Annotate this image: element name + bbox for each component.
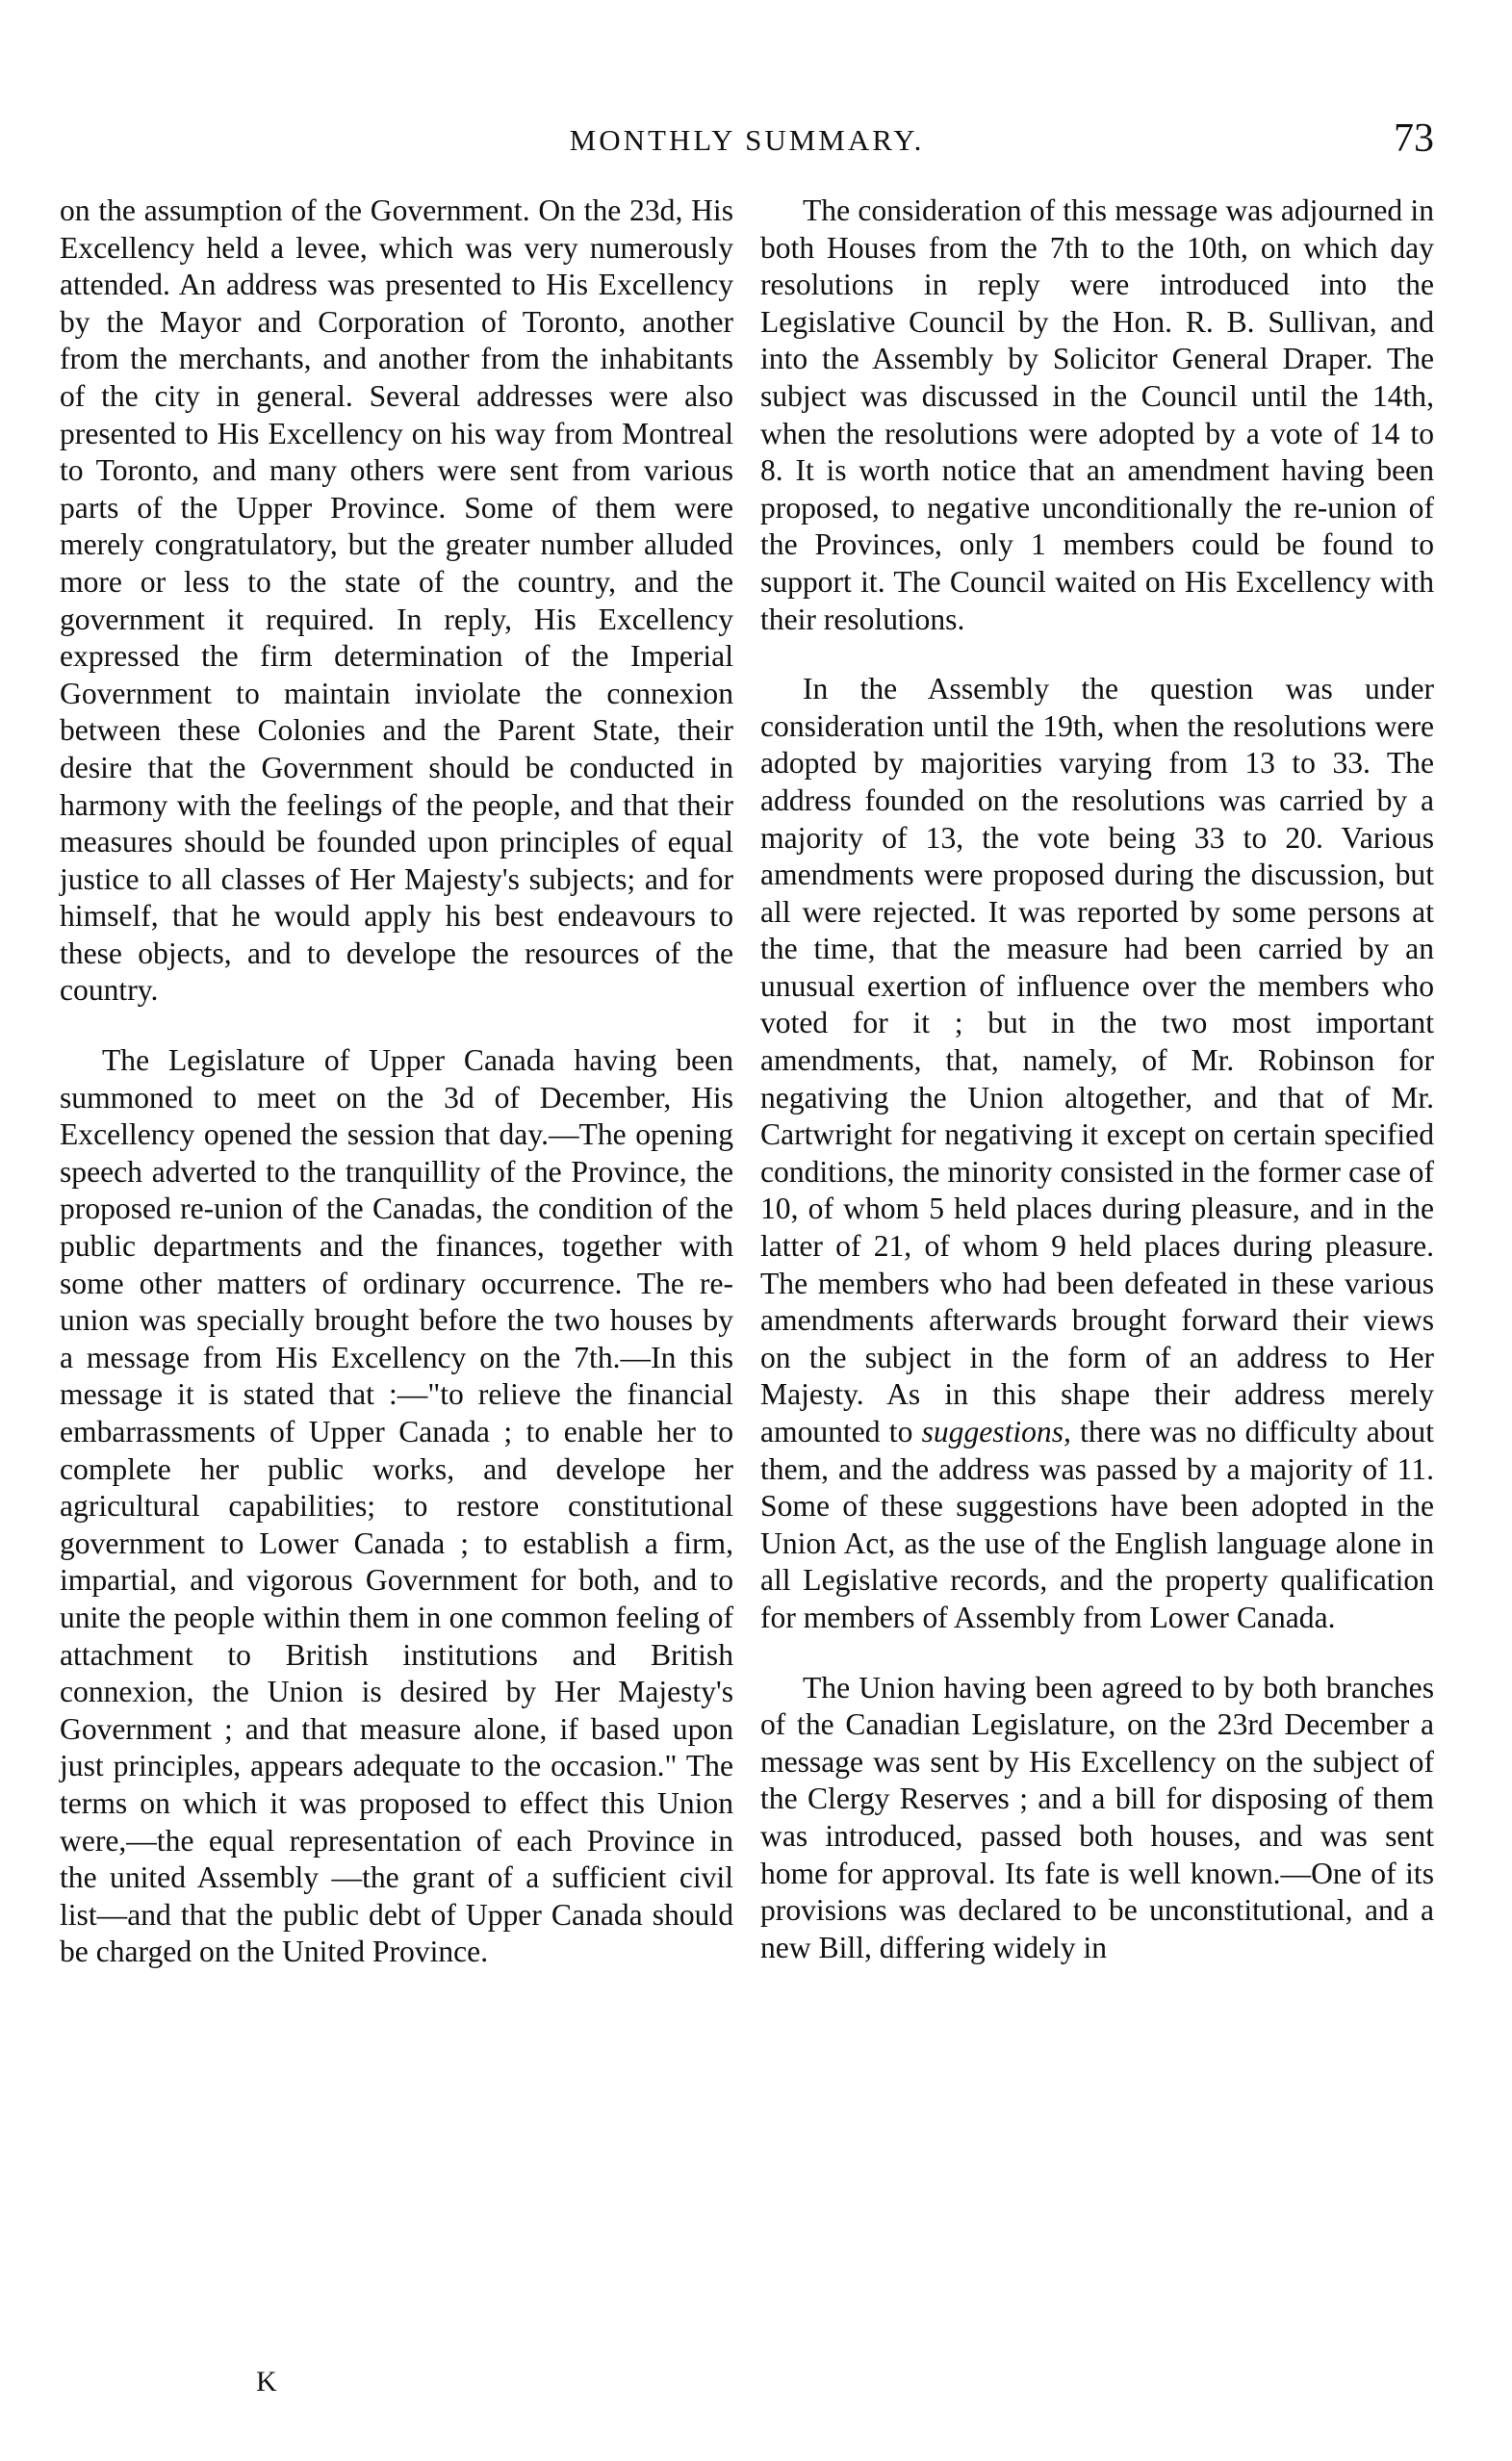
paragraph-legislature: The Legislature of Upper Canada having been summoned to meet on the 3d of December, His Excellency opened the session that day.—The opening speech adverted to the tranquillity of the Province, the proposed re-union of the Canadas, the condition of the public departments and the finances, together with some other matters of ordinary occurrence. The re-union was specially brought before the two houses by a message from His Excellency on the 7th.—In this message it is stated that :—"to relieve the financial embarrassments of Upper Canada ; to enable her to complete her public works, and develope her agricultural capabilities; to restore constitutional government to Lower Canada ; to establish a firm, impartial, and vigorous Government for both, and to unite the people within them in one common feeling of attachment to British institutions and British connexion, the Union is desired by Her Majesty's Government ; and that measure alone, if based upon just principles, appears adequate to the occasion." The terms on which it was proposed to effect this Union were,—the equal representation of each Province in the united Assembly —the grant of a sufficient civil list—and that the public debt of Upper Canada should be charged on the United Province. <box>60 1043 733 1969</box>
page-number: 73 <box>1394 116 1434 161</box>
left-column <box>60 192 733 1971</box>
assembly-text-b: there was no difficulty about them, and the address was passed by a majority of 11. Some of these suggestions have been adopted in the Union Act, as the use of the English language alone in all Legislative records, and the property qualification for members of Assembly from Lower Canada. <box>760 1415 1434 1634</box>
paragraph-consideration: The consideration of this message was adjourned in both Houses from the 7th to the 10th, on which day resolutions in reply were introduced into the Legislative Council by the Hon. R. B. Sullivan, and into the Assembly by Solicitor General Draper. The subject was discussed in the Council until the 14th, when the resolutions were adopted by a vote of 14 to 8. It is worth notice that an amendment having been proposed, to negative unconditionally the re-union of the Provinces, only 1 members could be found to support it. The Council waited on His Excellency with their resolutions. <box>760 193 1434 636</box>
paragraph-assembly <box>760 671 1434 1636</box>
signature-mark: K <box>256 2366 277 2397</box>
running-head <box>60 115 1434 173</box>
assembly-italic-word: suggestions, <box>921 1415 1071 1448</box>
right-column <box>760 192 1434 1966</box>
running-title: MONTHLY SUMMARY. <box>569 123 925 157</box>
assembly-text-a: In the Assembly the question was under consideration until the 19th, when the resolutions were adopted by majorities varying from 13 to 33. The address founded on the resolutions was carried by a majority of 13, the vote being 33 to 20. Various amendments were proposed during the discussion, but all were rejected. It was reported by some persons at the time, that the measure had been carried by an unusual exertion of influence over the members who voted for it ; but in the two most important amendments, that, namely, of Mr. Robinson for negativing the Union altogether, and that of Mr. Cartwright for negativing it except on certain specified conditions, the minority consisted in the former case of 10, of whom 5 held places during pleasure, and in the latter of 21, of whom 9 held places during pleasure. The members who had been defeated in these various amendments afterwards brought forward their views on the subject in the form of an address to Her Majesty. As in this shape their address merely amounted to <box>760 672 1434 1448</box>
paragraph-clergy-reserves: The Union having been agreed to by both branches of the Canadian Legislature, on the 23rd December a message was sent by His Excellency on the subject of the Clergy Reserves ; and a bill for disposing of them was introduced, passed both houses, and was sent home for approval. Its fate is well known.—One of its provisions was declared to be unconstitutional, and a new Bill, differing widely in <box>760 1670 1434 1964</box>
paragraph-continued: on the assumption of the Government. On the 23d, His Excellency held a levee, which was very numerously attended. An address was presented to His Excellency by the Mayor and Corporation of Toronto, another from the merchants, and another from the inhabitants of the city in general. Several addresses were also presented to His Excellency on his way from Montreal to Toronto, and many others were sent from various parts of the Upper Province. Some of them were merely congratulatory, but the greater number alluded more or less to the state of the country, and the government it required. In reply, His Excellency expressed the firm determination of the Imperial Government to maintain inviolate the connexion between these Colonies and the Parent State, their desire that the Government should be conducted in harmony with the feelings of the people, and that their measures should be founded upon principles of equal justice to all classes of Her Majesty's subjects; and for himself, that he would apply his best endeavours to these objects, and to develope the resources of the country. <box>60 193 733 1008</box>
